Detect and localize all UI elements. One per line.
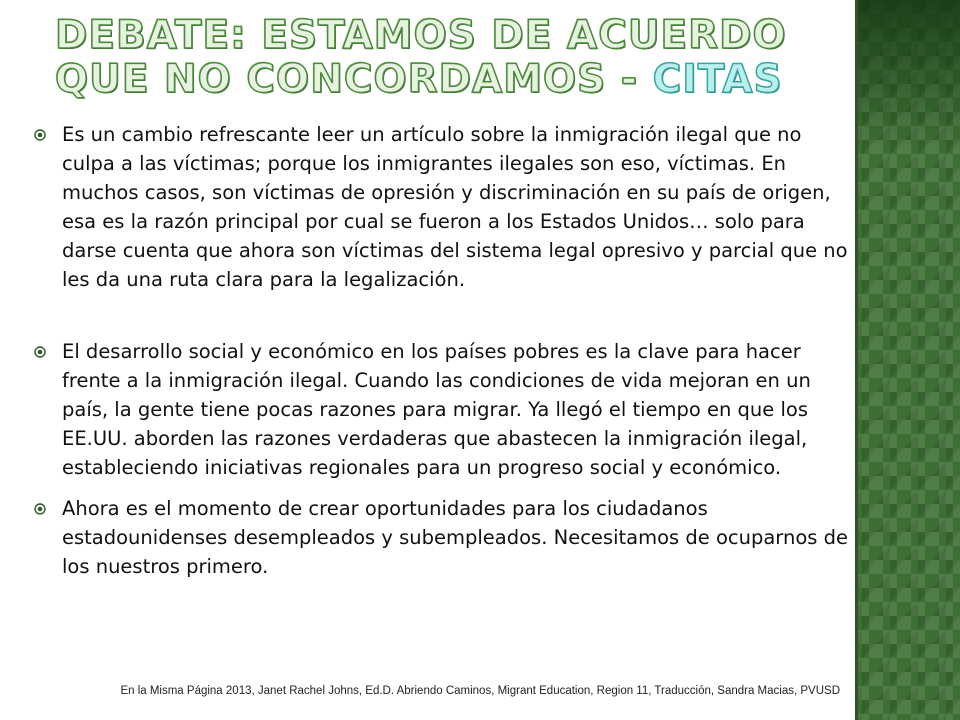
circled-dot-icon bbox=[34, 503, 46, 515]
citation-footer: En la Misma Página 2013, Janet Rachel Johns, Ed.D. Abriendo Caminos, Migrant Education, Region 11, Traducción, Sandra Macias, PVUSD bbox=[120, 685, 840, 697]
bullet-text: El desarrollo social y económico en los países pobres es la clave para hacer frente a la inmigración ilegal. Cuando las condiciones de vida mejoran en un país, la gente tiene pocas razones para migrar. Ya llegó el tiempo en que los EE.UU. aborden las razones verdaderas que abastecen la inmigración ilegal, estableciendo iniciativas regionales para un progreso social y económico. bbox=[62, 340, 811, 479]
bullet-item bbox=[34, 120, 849, 294]
slide-title bbox=[55, 14, 845, 102]
circled-dot-icon bbox=[34, 129, 46, 141]
title-accent-text: CITAS bbox=[652, 57, 783, 102]
bullet-text: Ahora es el momento de crear oportunidades para los ciudadanos estadounidenses desempleados y subempleados. Necesitamos de ocuparnos de los nuestros primero. bbox=[62, 497, 848, 578]
bullet-text: Es un cambio refrescante leer un artículo sobre la inmigración ilegal que no culpa a las víctimas; porque los inmigrantes ilegales son eso, víctimas. En muchos casos, son víctimas de opresión y discriminación en su país de origen, esa es la razón principal por cual se fueron a los Estados Unidos… solo para darse cuenta que ahora son víctimas del sistema legal opresivo y parcial que no les da una ruta clara para la legalización. bbox=[62, 123, 848, 291]
bullet-item bbox=[34, 337, 849, 482]
title-main-text: DEBATE: ESTAMOS DE ACUERDO QUE NO CONCORDAMOS - bbox=[55, 13, 787, 102]
circled-dot-icon bbox=[34, 346, 46, 358]
bullet-item bbox=[34, 494, 849, 581]
bullet-list bbox=[34, 120, 849, 581]
side-panel-divider bbox=[855, 0, 858, 720]
side-panel-shade bbox=[855, 0, 960, 150]
